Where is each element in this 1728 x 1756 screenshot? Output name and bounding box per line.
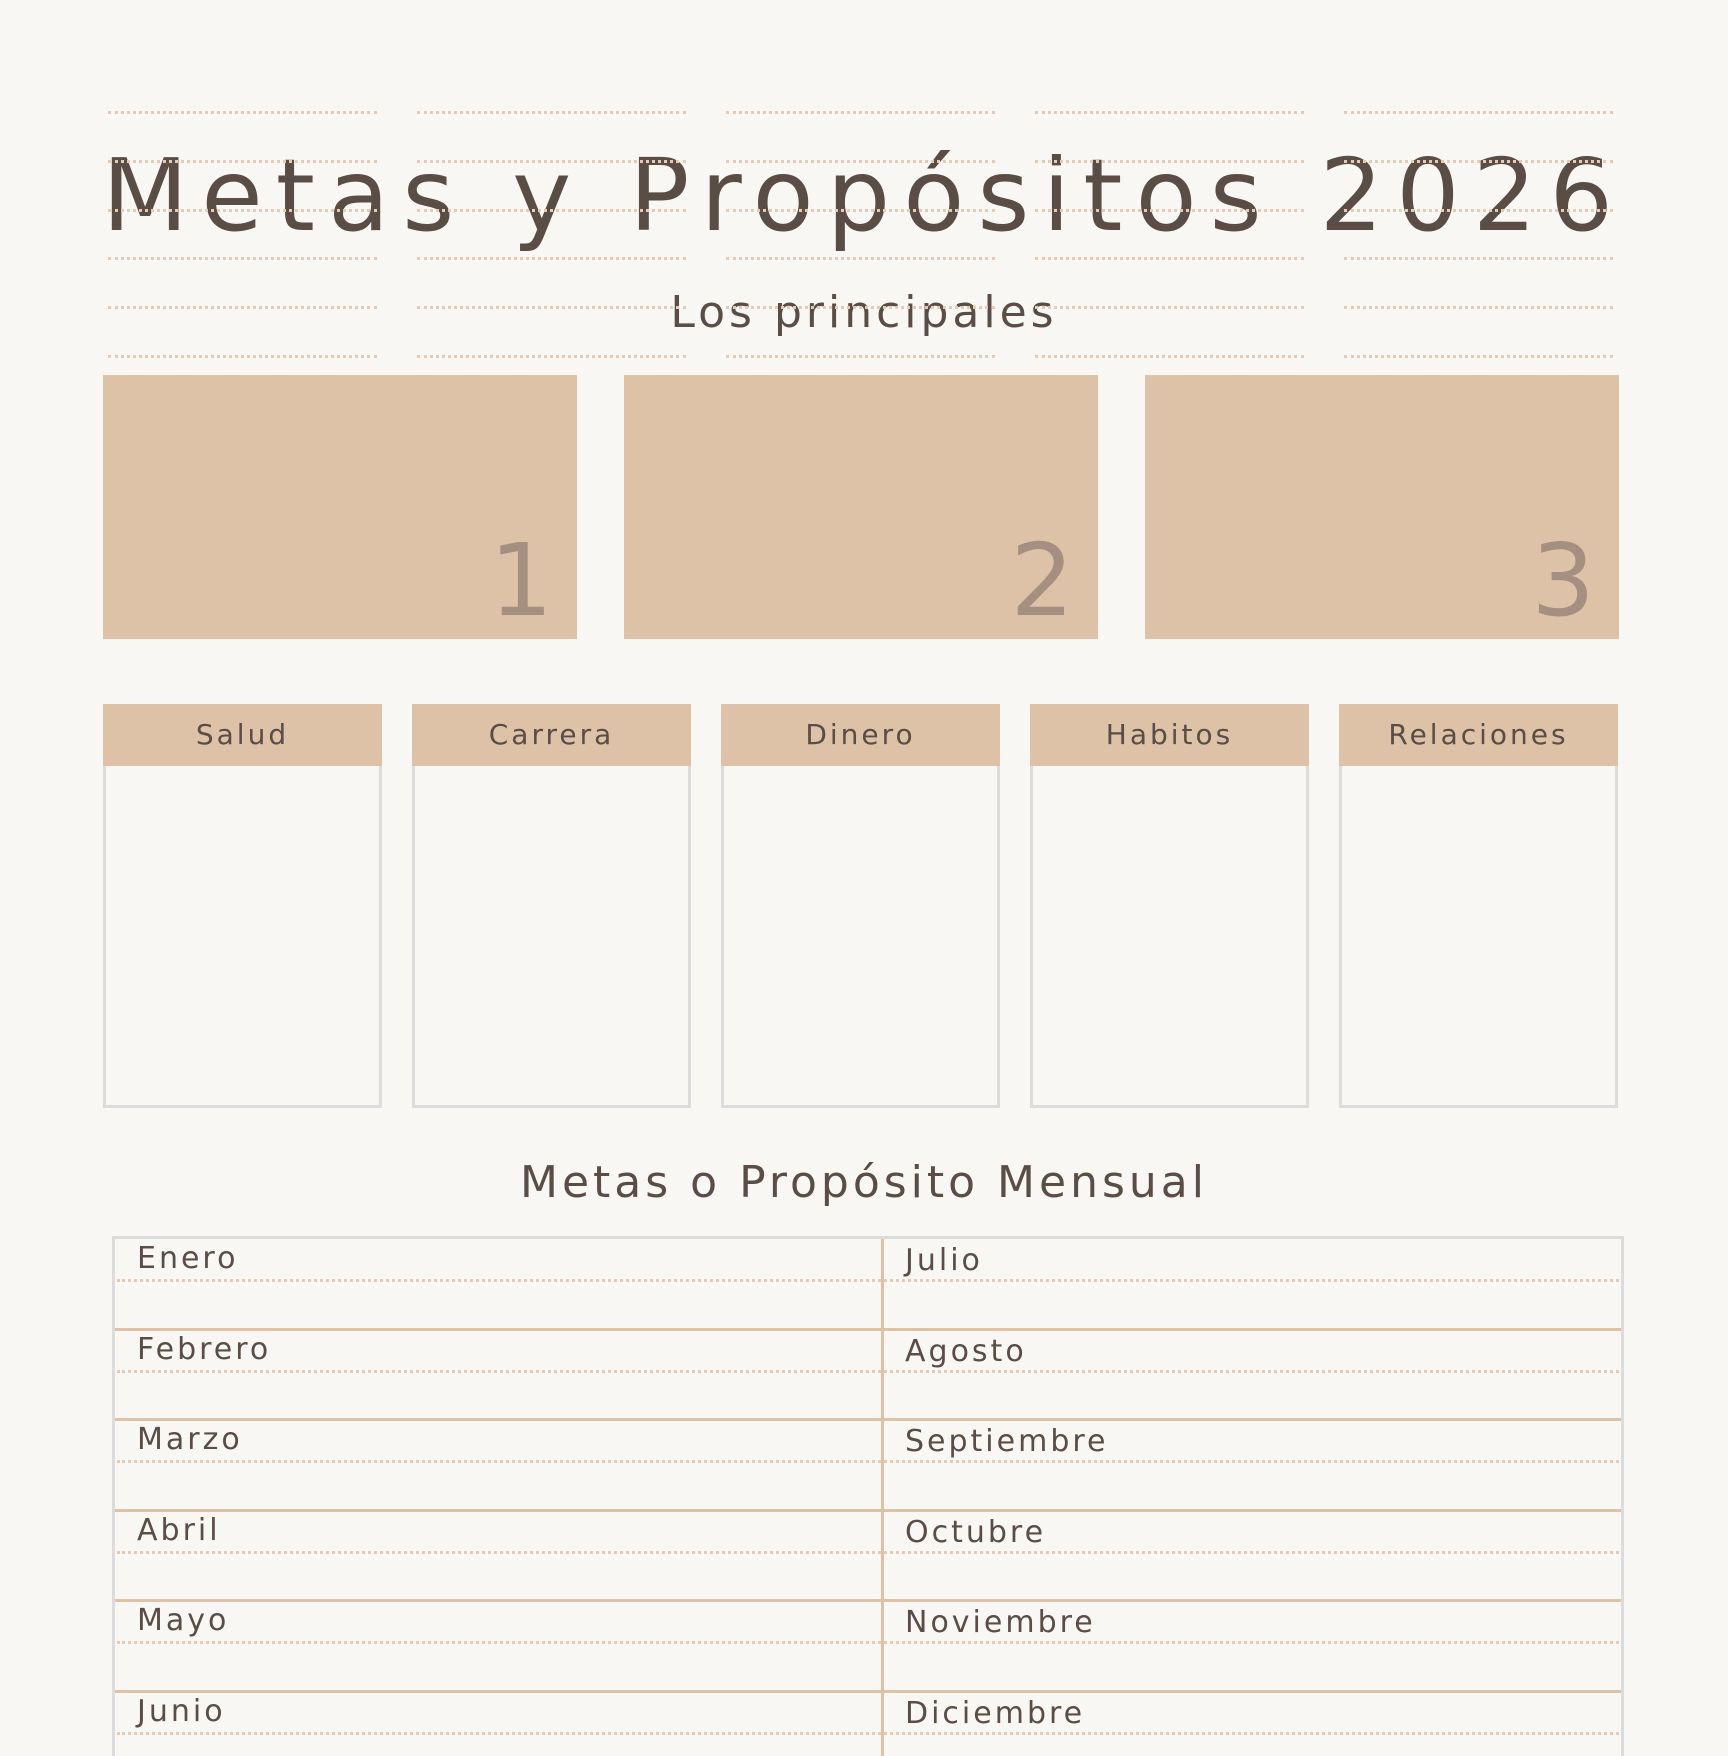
writing-line[interactable] xyxy=(726,257,995,260)
writing-line[interactable] xyxy=(1344,209,1613,212)
writing-line[interactable] xyxy=(1344,355,1613,358)
month-label: Mayo xyxy=(137,1603,230,1638)
writing-line[interactable] xyxy=(417,257,686,260)
month-label: Abril xyxy=(137,1512,221,1548)
month-label: Noviembre xyxy=(905,1605,1096,1640)
month-label: Enero xyxy=(137,1241,239,1276)
writing-line[interactable] xyxy=(417,111,686,114)
writing-line[interactable] xyxy=(108,160,377,163)
section-subtitle-main: Los principales xyxy=(670,287,1058,338)
writing-line[interactable] xyxy=(108,257,377,260)
writing-line[interactable] xyxy=(108,355,377,358)
writing-line[interactable] xyxy=(108,306,377,309)
top-goal-card-3[interactable] xyxy=(1145,375,1619,639)
writing-line[interactable] xyxy=(1035,257,1304,260)
writing-line[interactable] xyxy=(1344,111,1613,114)
writing-line[interactable] xyxy=(726,209,995,212)
writing-line[interactable] xyxy=(1035,355,1304,358)
month-label: Septiembre xyxy=(905,1424,1109,1459)
writing-line[interactable] xyxy=(417,160,686,163)
writing-line[interactable] xyxy=(417,306,686,309)
writing-line[interactable] xyxy=(117,1551,1619,1554)
row-separator xyxy=(115,1418,1621,1421)
category-header: Dinero xyxy=(721,704,1000,766)
row-separator xyxy=(115,1328,1621,1331)
category-header: Carrera xyxy=(412,704,691,766)
category-card-habitos[interactable] xyxy=(1030,704,1309,1108)
category-header: Relaciones xyxy=(1339,704,1618,766)
monthly-section-title: Metas o Propósito Mensual xyxy=(520,1157,1208,1208)
writing-line[interactable] xyxy=(1035,160,1304,163)
monthly-goals-table xyxy=(112,1236,1624,1756)
writing-line[interactable] xyxy=(1344,306,1613,309)
writing-line[interactable] xyxy=(1035,111,1304,114)
top-goal-number: 1 xyxy=(489,522,553,639)
row-separator xyxy=(115,1509,1621,1512)
writing-line[interactable] xyxy=(726,111,995,114)
category-header: Salud xyxy=(103,704,382,766)
page-title: Metas y Propósitos 2026 xyxy=(101,137,1627,254)
month-label: Marzo xyxy=(137,1422,243,1457)
column-divider xyxy=(881,1239,884,1756)
writing-line[interactable] xyxy=(726,306,995,309)
writing-line[interactable] xyxy=(417,355,686,358)
writing-line[interactable] xyxy=(108,209,377,212)
writing-line[interactable] xyxy=(117,1641,1619,1644)
category-card-relaciones[interactable] xyxy=(1339,704,1618,1108)
month-label: Julio xyxy=(905,1243,983,1278)
month-label: Agosto xyxy=(905,1333,1027,1369)
writing-line[interactable] xyxy=(117,1279,1619,1282)
category-card-carrera[interactable] xyxy=(412,704,691,1108)
writing-line[interactable] xyxy=(1035,306,1304,309)
category-header: Habitos xyxy=(1030,704,1309,766)
writing-line[interactable] xyxy=(117,1370,1619,1373)
top-goal-card-1[interactable] xyxy=(103,375,577,639)
row-separator xyxy=(115,1599,1621,1602)
writing-line[interactable] xyxy=(1344,257,1613,260)
top-goal-number: 2 xyxy=(1010,522,1074,639)
month-label: Febrero xyxy=(137,1331,272,1367)
writing-line[interactable] xyxy=(108,111,377,114)
month-label: Diciembre xyxy=(905,1695,1086,1731)
writing-line[interactable] xyxy=(726,160,995,163)
writing-line[interactable] xyxy=(117,1460,1619,1463)
month-label: Octubre xyxy=(905,1514,1047,1550)
month-label: Junio xyxy=(137,1693,226,1729)
top-goal-card-2[interactable] xyxy=(624,375,1098,639)
row-separator xyxy=(115,1690,1621,1693)
category-card-salud[interactable] xyxy=(103,704,382,1108)
writing-line[interactable] xyxy=(726,355,995,358)
writing-line[interactable] xyxy=(1035,209,1304,212)
category-card-dinero[interactable] xyxy=(721,704,1000,1108)
writing-line[interactable] xyxy=(1344,160,1613,163)
top-goal-number: 3 xyxy=(1531,522,1595,639)
writing-line[interactable] xyxy=(417,209,686,212)
writing-line[interactable] xyxy=(117,1732,1619,1735)
